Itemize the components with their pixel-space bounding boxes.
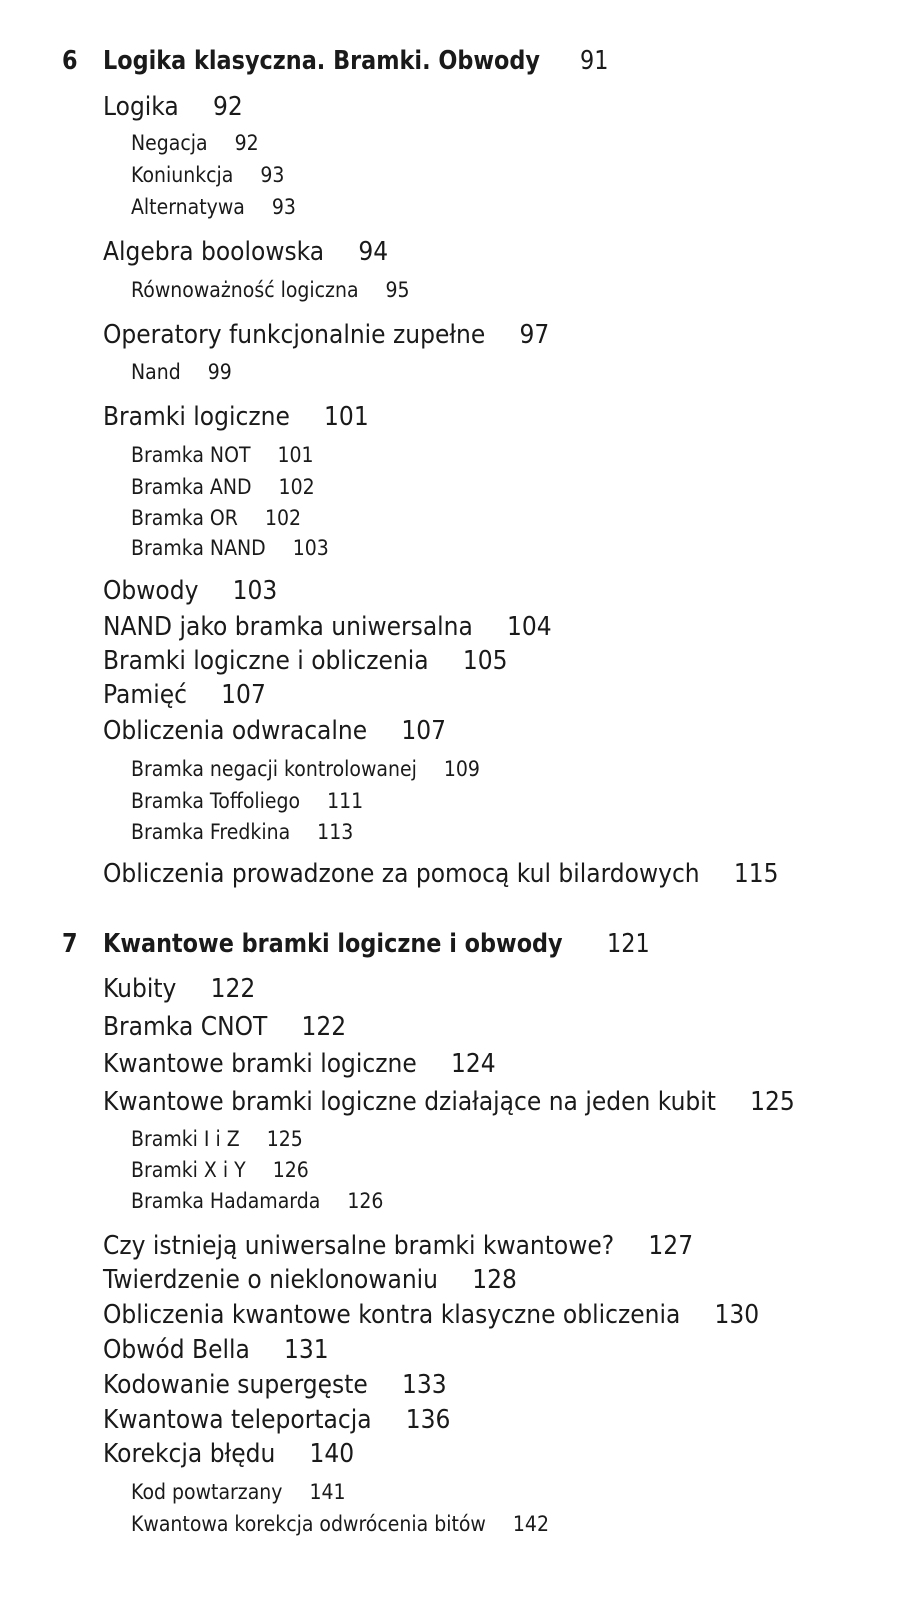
toc-entry-page: 101	[324, 402, 369, 432]
toc-entry-page: 131	[284, 1335, 329, 1365]
chapter-7-number: 7	[62, 929, 78, 959]
toc-entry-text: Bramki logiczne	[103, 402, 290, 432]
toc-entry-nand	[131, 360, 232, 384]
toc-entry-pamiec	[103, 680, 266, 710]
toc-entry-twierdzenie-o-nieklonowaniu	[103, 1265, 517, 1295]
toc-entry-text: Obwód Bella	[103, 1335, 250, 1365]
toc-entry-text: Kwantowa teleportacja	[103, 1405, 372, 1435]
toc-entry-bramki-x-y	[131, 1158, 309, 1182]
toc-entry-operatory-funkcjonalnie-zupelne	[103, 320, 549, 350]
toc-entry-page: 122	[210, 974, 256, 1004]
toc-entry-text: Alternatywa	[131, 195, 245, 219]
toc-entry-bramki-logiczne-i-obliczenia	[103, 646, 507, 676]
toc-entry-text: Obliczenia odwracalne	[103, 716, 368, 746]
toc-entry-negacja	[131, 131, 259, 155]
toc-entry-bramka-hadamarda	[131, 1189, 383, 1213]
toc-entry-page: 111	[327, 789, 364, 813]
toc-entry-page: 99	[207, 360, 232, 384]
toc-entry-text: Bramka CNOT	[103, 1012, 268, 1042]
toc-entry-page: 103	[232, 576, 278, 606]
toc-entry-kod-powtarzany	[131, 1480, 346, 1504]
toc-entry-bramka-and	[131, 475, 315, 499]
toc-entry-text: Twierdzenie o nieklonowaniu	[103, 1265, 439, 1295]
toc-entry-page: 113	[317, 820, 354, 844]
toc-entry-page: 141	[309, 1480, 346, 1504]
toc-entry-uniwersalne-bramki-kwantowe	[103, 1231, 693, 1261]
toc-entry-text: Algebra boolowska	[103, 237, 325, 267]
toc-entry-bramki-jeden-kubit	[103, 1087, 795, 1117]
toc-entry-text: Operatory funkcjonalnie zupełne	[103, 320, 486, 350]
chapter-6-page: 91	[580, 46, 609, 76]
toc-entry-obwod-bella	[103, 1335, 329, 1365]
toc-entry-text: Pamięć	[103, 680, 187, 710]
toc-entry-text: Nand	[131, 360, 181, 384]
toc-entry-text: Kwantowa korekcja odwrócenia bitów	[131, 1512, 486, 1536]
toc-entry-koniunkcja	[131, 163, 284, 187]
toc-entry-logika	[103, 92, 243, 122]
chapter-6-title: Logika klasyczna. Bramki. Obwody	[103, 46, 540, 76]
toc-entry-rownowaznosc-logiczna	[131, 278, 410, 302]
toc-entry-alternatywa	[131, 195, 296, 219]
toc-entry-page: 136	[405, 1405, 451, 1435]
toc-entry-text: Bramki logiczne i obliczenia	[103, 646, 429, 676]
toc-entry-page: 105	[462, 646, 508, 676]
toc-entry-text: Bramka NOT	[131, 443, 251, 467]
toc-entry-page: 133	[402, 1370, 447, 1400]
toc-entry-bramka-toffoliego	[131, 789, 363, 813]
toc-entry-obliczenia-odwracalne	[103, 716, 446, 746]
toc-entry-text: Korekcja błędu	[103, 1439, 276, 1469]
toc-entry-text: Bramki X i Y	[131, 1158, 246, 1182]
toc-entry-page: 140	[309, 1439, 355, 1469]
toc-entry-bramka-cnot	[103, 1012, 346, 1042]
toc-entry-page: 93	[260, 163, 285, 187]
toc-entry-bramka-nand	[131, 536, 329, 560]
toc-entry-page: 127	[648, 1231, 694, 1261]
toc-entry-page: 103	[292, 536, 329, 560]
toc-entry-obwody	[103, 576, 277, 606]
toc-entry-bramka-or	[131, 506, 301, 530]
chapter-6-number: 6	[62, 46, 78, 76]
toc-entry-text: Obwody	[103, 576, 199, 606]
toc-entry-page: 126	[347, 1189, 384, 1213]
toc-entry-page: 97	[519, 320, 550, 350]
toc-entry-page: 95	[385, 278, 410, 302]
toc-entry-bramki-logiczne	[103, 402, 369, 432]
toc-entry-page: 122	[301, 1012, 347, 1042]
toc-entry-page: 124	[450, 1049, 496, 1079]
toc-entry-page: 101	[277, 443, 314, 467]
toc-entry-text: Czy istnieją uniwersalne bramki kwantowe?	[103, 1231, 615, 1261]
toc-entry-text: Koniunkcja	[131, 163, 234, 187]
toc-entry-text: Równoważność logiczna	[131, 278, 359, 302]
toc-entry-page: 102	[278, 475, 315, 499]
toc-entry-bramka-not	[131, 443, 314, 467]
toc-entry-nand-jako-bramka-uniwersalna	[103, 612, 552, 642]
toc-entry-bramki-i-z	[131, 1127, 303, 1151]
toc-entry-text: Logika	[103, 92, 179, 122]
toc-entry-text: Bramki I i Z	[131, 1127, 240, 1151]
toc-entry-text: Bramka Toffoliego	[131, 789, 301, 813]
toc-entry-algebra-boolowska	[103, 237, 388, 267]
toc-entry-page: 115	[733, 859, 779, 889]
toc-entry-obliczenia-kule-bilardowe	[103, 859, 779, 889]
toc-entry-bramka-negacji-kontrolowanej	[131, 757, 480, 781]
toc-entry-text: Obliczenia prowadzone za pomocą kul bilardowych	[103, 859, 700, 889]
toc-entry-page: 107	[221, 680, 266, 710]
toc-entry-bramka-fredkina	[131, 820, 353, 844]
chapter-7-title: Kwantowe bramki logiczne i obwody	[103, 929, 563, 959]
toc-entry-korekcja-bledu	[103, 1439, 354, 1469]
toc-entry-text: Obliczenia kwantowe kontra klasyczne obliczenia	[103, 1300, 681, 1330]
toc-entry-text: Bramka OR	[131, 506, 238, 530]
toc-entry-page: 93	[271, 195, 296, 219]
toc-entry-text: Bramka Fredkina	[131, 820, 291, 844]
toc-entry-kwantowa-teleportacja	[103, 1405, 450, 1435]
toc-entry-page: 94	[358, 237, 389, 267]
toc-entry-page: 109	[443, 757, 480, 781]
toc-entry-page: 102	[264, 506, 302, 530]
toc-entry-kubity	[103, 974, 255, 1004]
toc-entry-page: 142	[512, 1512, 549, 1536]
toc-entry-page: 126	[272, 1158, 309, 1182]
toc-entry-page: 130	[714, 1300, 760, 1330]
toc-entry-page: 125	[750, 1087, 795, 1117]
toc-entry-text: Kodowanie supergęste	[103, 1370, 368, 1400]
toc-entry-page: 92	[212, 92, 243, 122]
toc-entry-text: Bramka NAND	[131, 536, 266, 560]
toc-entry-text: Kod powtarzany	[131, 1480, 283, 1504]
toc-entry-page: 92	[234, 131, 259, 155]
toc-entry-kwantowe-kontra-klasyczne	[103, 1300, 759, 1330]
toc-entry-page: 128	[472, 1265, 517, 1295]
toc-entry-kodowanie-supergeste	[103, 1370, 447, 1400]
toc-entry-page: 104	[507, 612, 552, 642]
toc-entry-korekcja-odwrocenia-bitow	[131, 1512, 549, 1536]
toc-entry-page: 107	[401, 716, 447, 746]
toc-entry-text: Kubity	[103, 974, 177, 1004]
toc-entry-page: 125	[266, 1127, 303, 1151]
toc-entry-text: Negacja	[131, 131, 208, 155]
toc-entry-kwantowe-bramki-logiczne	[103, 1049, 496, 1079]
toc-entry-text: Bramka Hadamarda	[131, 1189, 321, 1213]
toc-entry-text: Kwantowe bramki logiczne działające na jeden kubit	[103, 1087, 716, 1117]
toc-entry-text: Bramka negacji kontrolowanej	[131, 757, 417, 781]
chapter-7-page: 121	[607, 929, 650, 959]
toc-entry-text: Kwantowe bramki logiczne	[103, 1049, 417, 1079]
toc-entry-text: NAND jako bramka uniwersalna	[103, 612, 473, 642]
toc-entry-text: Bramka AND	[131, 475, 252, 499]
